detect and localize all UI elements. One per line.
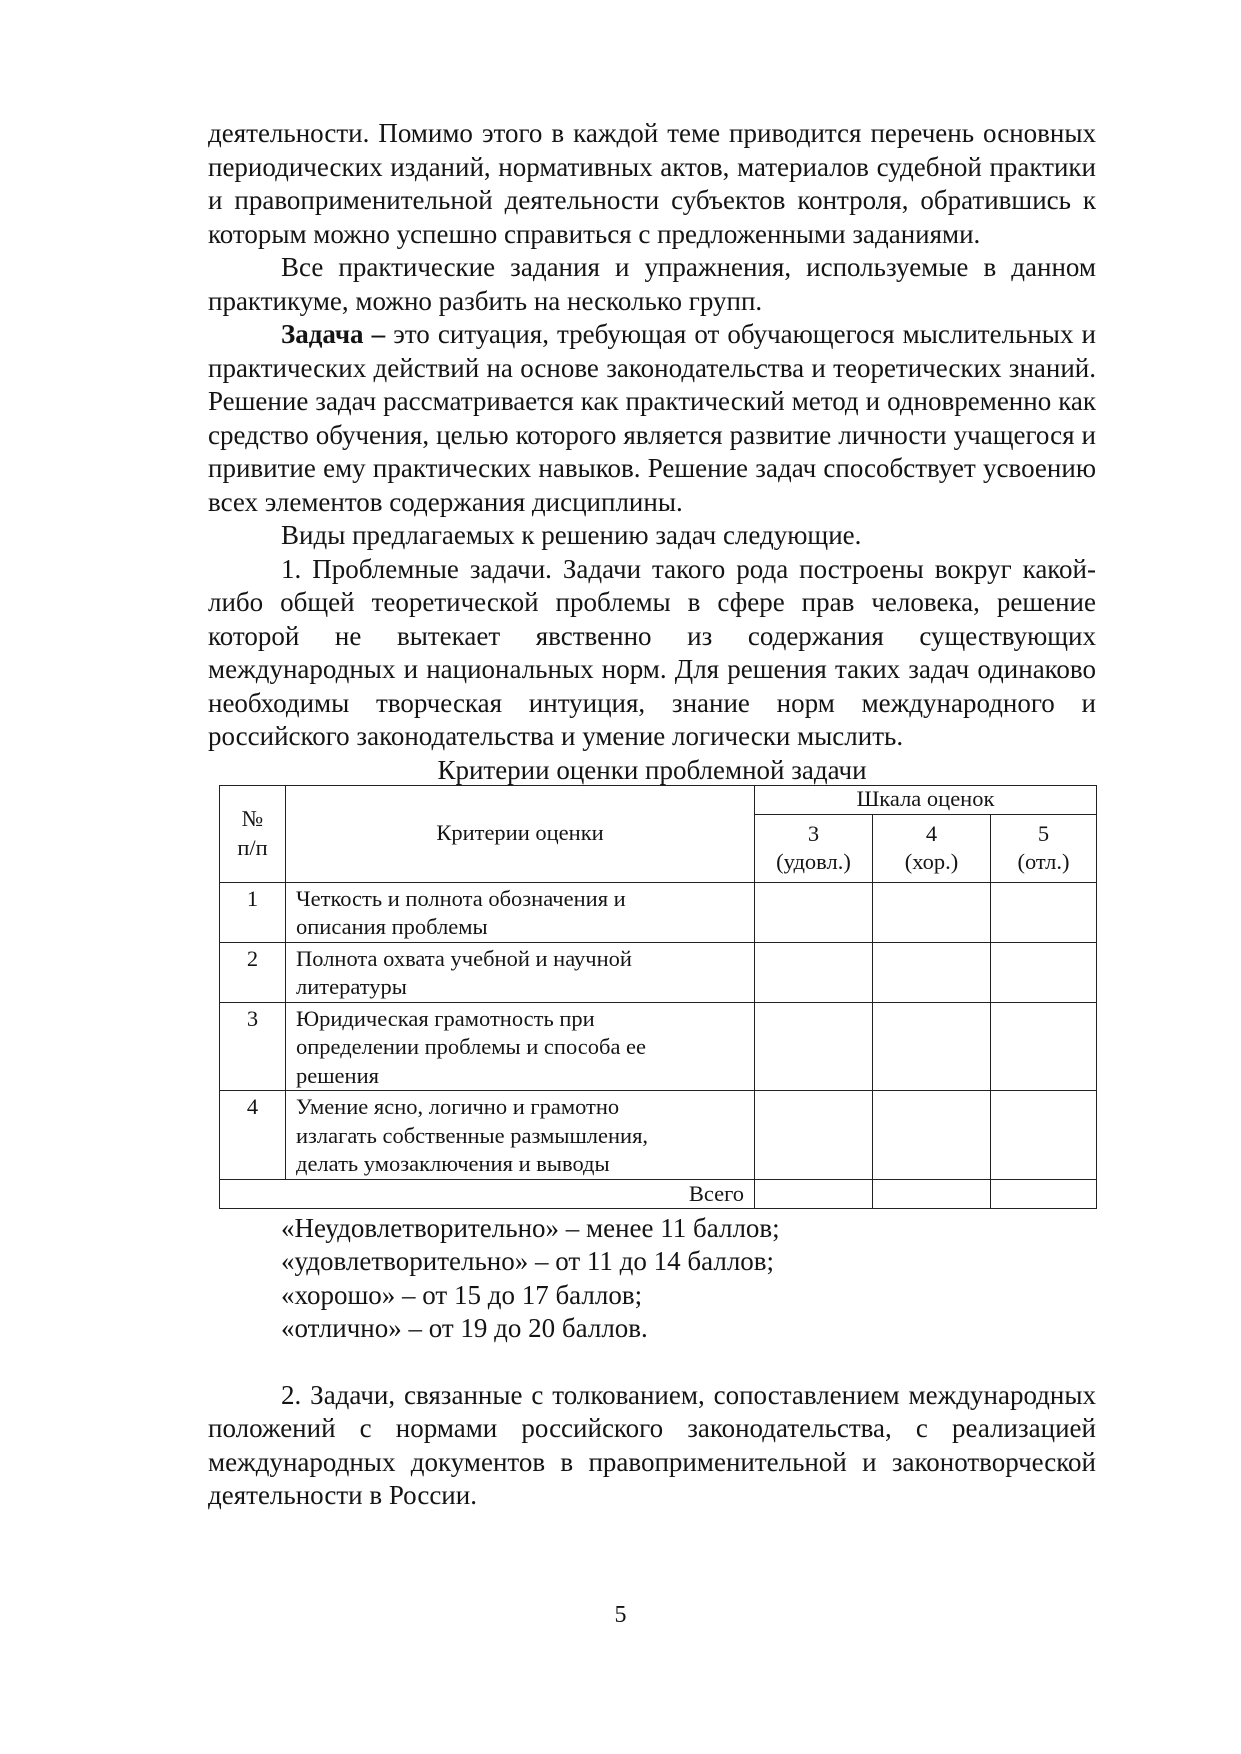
- criterion-line: Полнота охвата учебной и научной: [296, 945, 632, 971]
- row-criterion: [286, 1002, 755, 1091]
- score-cell: [873, 1179, 991, 1208]
- table-header-row: [220, 785, 1097, 814]
- number-sign: №: [241, 806, 264, 831]
- criterion-line: описания проблемы: [296, 914, 488, 939]
- grading-line: «Неудовлетворительно» – менее 11 баллов;: [281, 1212, 780, 1243]
- row-criterion: [286, 882, 755, 942]
- paragraph-groups: Все практические задания и упражнения, используемые в данном практикуме, можно разбить на несколько групп.: [208, 252, 1096, 316]
- task-definition-text: это ситуация, требующая от обучающегося мыслительных и практических действий на основе законодательства и теоретических знаний. Решение задач рассматривается как практический метод и одновременно как средство обучения, целью которого является развитие личности учащегося и привитие ему практических навыков. Решение задач способствует усвоению всех элементов содержания дисциплины.: [208, 319, 1096, 517]
- grade-header-5: [991, 814, 1097, 882]
- row-number: 2: [220, 942, 286, 1002]
- score-cell: [991, 942, 1097, 1002]
- table-row: [220, 1002, 1097, 1091]
- score-cell: [991, 1091, 1097, 1180]
- row-number: 1: [220, 882, 286, 942]
- grade-label: (хор.): [904, 849, 959, 874]
- score-cell: [873, 1091, 991, 1180]
- paragraph-task-definition: [208, 318, 1096, 519]
- grade-label: (отл.): [1017, 849, 1070, 874]
- table-row: [220, 882, 1097, 942]
- row-criterion: [286, 1091, 755, 1180]
- total-label: Всего: [220, 1179, 755, 1208]
- grading-line: «удовлетворительно» – от 11 до 14 баллов;: [281, 1246, 775, 1276]
- grading-line: «отлично» – от 19 до 20 баллов.: [281, 1313, 648, 1343]
- paragraph-task-types: Виды предлагаемых к решению задач следующие.: [281, 520, 862, 550]
- page-number: 5: [614, 1602, 627, 1628]
- column-header-scale: Шкала оценок: [755, 785, 1097, 814]
- criterion-line: решения: [296, 1062, 379, 1088]
- table-caption: Критерии оценки проблемной задачи: [437, 754, 867, 785]
- grade-label: (удовл.): [776, 849, 851, 874]
- criterion-line: Умение ясно, логично и грамотно: [296, 1094, 620, 1119]
- paragraph-problem-tasks: 1. Проблемные задачи. Задачи такого рода построены вокруг какой-либо общей теоретической проблемы в сфере прав человека, решение которой не вытекает явственно из содержания существующих международных и национальных норм. Для решения таких задач одинаково необходимы творческая интуиция, знание норм международного и российского законодательства и умение логически мыслить.: [208, 553, 1096, 751]
- column-header-criteria: Критерии оценки: [286, 785, 755, 882]
- score-cell: [991, 1002, 1097, 1091]
- row-number: 4: [220, 1091, 286, 1180]
- criterion-line: Юридическая грамотность при: [296, 1005, 595, 1031]
- score-cell: [873, 942, 991, 1002]
- grading-scale: [281, 1212, 1096, 1346]
- score-cell: [991, 882, 1097, 942]
- criterion-line: Четкость и полнота обозначения и: [296, 885, 626, 911]
- table-row: [220, 1091, 1097, 1180]
- grade-score: 5: [1037, 820, 1050, 846]
- table-row: [220, 942, 1097, 1002]
- term-task: Задача –: [281, 319, 386, 349]
- criterion-line: литературы: [296, 974, 407, 999]
- score-cell: [755, 1179, 873, 1208]
- grading-line: «хорошо» – от 15 до 17 баллов;: [281, 1279, 643, 1310]
- number-abbr: п/п: [237, 834, 268, 860]
- criterion-line: определении проблемы и способа ее: [296, 1034, 647, 1059]
- paragraph-intro: деятельности. Помимо этого в каждой теме приводится перечень основных периодических изданий, нормативных актов, материалов судебной практики и правоприменительной деятельности субъектов контроля, обратившись к которым можно успешно справиться с предложенными заданиями.: [208, 118, 1096, 249]
- score-cell: [991, 1179, 1097, 1208]
- score-cell: [873, 882, 991, 942]
- score-cell: [873, 1002, 991, 1091]
- grade-header-3: [755, 814, 873, 882]
- score-cell: [755, 1002, 873, 1091]
- grade-header-4: [873, 814, 991, 882]
- criterion-line: делать умозаключения и выводы: [296, 1151, 610, 1176]
- score-cell: [755, 1091, 873, 1180]
- score-cell: [755, 882, 873, 942]
- score-cell: [755, 942, 873, 1002]
- row-number: 3: [220, 1002, 286, 1091]
- criteria-table: [219, 785, 1097, 1209]
- column-header-number: [220, 785, 286, 882]
- table-total-row: [220, 1179, 1097, 1208]
- paragraph-interpretation-tasks: 2. Задачи, связанные с толкованием, сопоставлением международных положений с нормами российского законодательства, с реализацией международных документов в правоприменительной и законотворческой деятельности в России.: [208, 1379, 1096, 1510]
- grade-score: 3: [807, 820, 820, 846]
- spacer: [208, 1346, 1096, 1379]
- page-body: [208, 117, 1096, 1513]
- row-criterion: [286, 942, 755, 1002]
- grade-score: 4: [925, 820, 938, 846]
- criterion-line: излагать собственные размышления,: [296, 1122, 649, 1148]
